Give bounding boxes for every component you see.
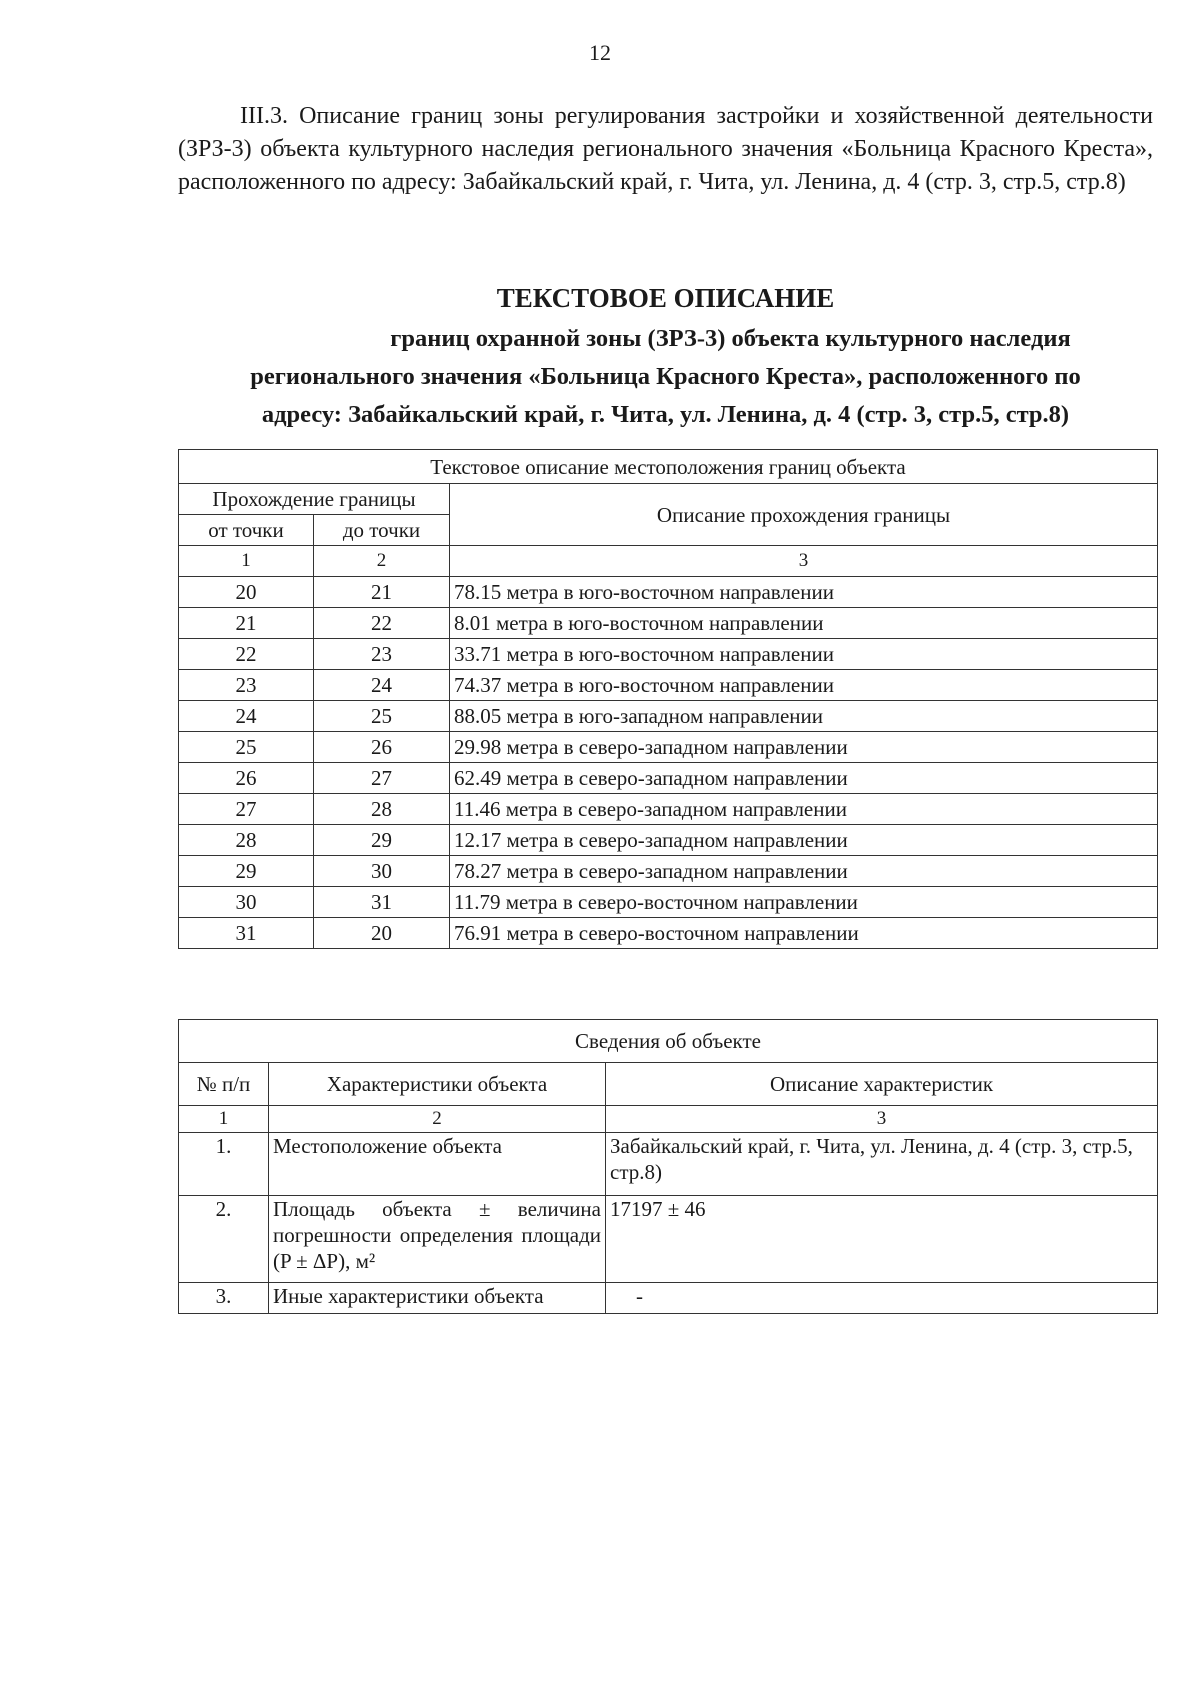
desc-cell: 33.71 метра в юго-восточном направлении (450, 639, 1158, 670)
desc-cell: 78.15 метра в юго-восточном направлении (450, 577, 1158, 608)
from-cell: 27 (179, 794, 314, 825)
table-row (179, 1196, 1158, 1283)
table-row (179, 608, 1158, 639)
col-desc-header: Описание прохождения границы (450, 484, 1158, 546)
table-row (179, 918, 1158, 949)
table-row (179, 701, 1158, 732)
col-number: 3 (450, 546, 1158, 577)
intro-text: III.3. Описание границ зоны регулирования застройки и хозяйственной деятельности (ЗРЗ-3) объекта культурного наследия регионального значения «Больница Красного Креста», расположенного по адресу: Забайкальский край, г. Чита, ул. Ленина, д. 4 (стр. 3, стр.5, стр.8) (178, 103, 1153, 195)
to-cell: 25 (314, 701, 450, 732)
to-cell: 30 (314, 856, 450, 887)
desc-cell: 88.05 метра в юго-западном направлении (450, 701, 1158, 732)
desc-cell: 78.27 метра в северо-западном направлении (450, 856, 1158, 887)
char-cell: Иные характеристики объекта (269, 1283, 606, 1314)
desc-cell: 29.98 метра в северо-западном направлении (450, 732, 1158, 763)
table-row (179, 639, 1158, 670)
to-cell: 22 (314, 608, 450, 639)
to-cell: 27 (314, 763, 450, 794)
table-row (179, 577, 1158, 608)
desc-cell: 74.37 метра в юго-восточном направлении (450, 670, 1158, 701)
from-cell: 23 (179, 670, 314, 701)
desc-cell: 12.17 метра в северо-западном направлении (450, 825, 1158, 856)
table-row (179, 763, 1158, 794)
num-cell: 1. (179, 1133, 269, 1196)
table-row (179, 1133, 1158, 1196)
boundary-table (178, 449, 1158, 949)
col-number: 2 (269, 1106, 606, 1133)
num-cell: 2. (179, 1196, 269, 1283)
char-cell: Местоположение объекта (269, 1133, 606, 1196)
to-cell: 31 (314, 887, 450, 918)
desc-cell: - (606, 1283, 1158, 1314)
boundary-table-title: Текстовое описание местоположения границ объекта (179, 450, 1158, 484)
table-row (179, 856, 1158, 887)
heading-line-2: регионального значения «Больница Красного Креста», расположенного по (250, 363, 1081, 390)
desc-cell: 62.49 метра в северо-западном направлении (450, 763, 1158, 794)
from-cell: 24 (179, 701, 314, 732)
table-row (179, 887, 1158, 918)
col-number: 1 (179, 1106, 269, 1133)
from-cell: 21 (179, 608, 314, 639)
from-cell: 28 (179, 825, 314, 856)
from-cell: 20 (179, 577, 314, 608)
char-cell: Площадь объекта ± величина погрешности определения площади (P ± ΔP), м² (269, 1196, 606, 1283)
table-row (179, 670, 1158, 701)
heading-line-3: адресу: Забайкальский край, г. Чита, ул. Ленина, д. 4 (стр. 3, стр.5, стр.8) (261, 401, 1070, 428)
table-row (179, 1283, 1158, 1314)
heading-subtitle (178, 320, 1153, 434)
num-cell: 3. (179, 1283, 269, 1314)
col-desc-header: Описание характеристик (606, 1063, 1158, 1106)
from-cell: 31 (179, 918, 314, 949)
col-number: 3 (606, 1106, 1158, 1133)
desc-cell: 76.91 метра в северо-восточном направлении (450, 918, 1158, 949)
to-cell: 24 (314, 670, 450, 701)
to-cell: 29 (314, 825, 450, 856)
desc-cell: 11.46 метра в северо-западном направлении (450, 794, 1158, 825)
to-cell: 28 (314, 794, 450, 825)
table-row (179, 825, 1158, 856)
desc-cell: Забайкальский край, г. Чита, ул. Ленина, д. 4 (стр. 3, стр.5, стр.8) (606, 1133, 1158, 1196)
to-cell: 23 (314, 639, 450, 670)
desc-cell: 17197 ± 46 (606, 1196, 1158, 1283)
from-cell: 30 (179, 887, 314, 918)
table-row (179, 794, 1158, 825)
col-number: 1 (179, 546, 314, 577)
from-cell: 26 (179, 763, 314, 794)
object-table (178, 1019, 1158, 1314)
desc-cell: 8.01 метра в юго-восточном направлении (450, 608, 1158, 639)
from-cell: 29 (179, 856, 314, 887)
col-char-header: Характеристики объекта (269, 1063, 606, 1106)
group-header: Прохождение границы (179, 484, 450, 515)
col-to-header: до точки (314, 515, 450, 546)
heading-line-1: границ охранной зоны (ЗРЗ-3) объекта культурного наследия (390, 325, 1071, 352)
col-number: 2 (314, 546, 450, 577)
desc-cell: 11.79 метра в северо-восточном направлении (450, 887, 1158, 918)
from-cell: 25 (179, 732, 314, 763)
to-cell: 21 (314, 577, 450, 608)
page-number: 12 (589, 40, 611, 65)
heading-title: ТЕКСТОВОЕ ОПИСАНИЕ (496, 283, 835, 313)
to-cell: 20 (314, 918, 450, 949)
col-from-header: от точки (179, 515, 314, 546)
from-cell: 22 (179, 639, 314, 670)
to-cell: 26 (314, 732, 450, 763)
col-num-header: № п/п (179, 1063, 269, 1106)
table-row (179, 732, 1158, 763)
object-table-title: Сведения об объекте (179, 1020, 1158, 1063)
intro-paragraph (178, 100, 1153, 199)
